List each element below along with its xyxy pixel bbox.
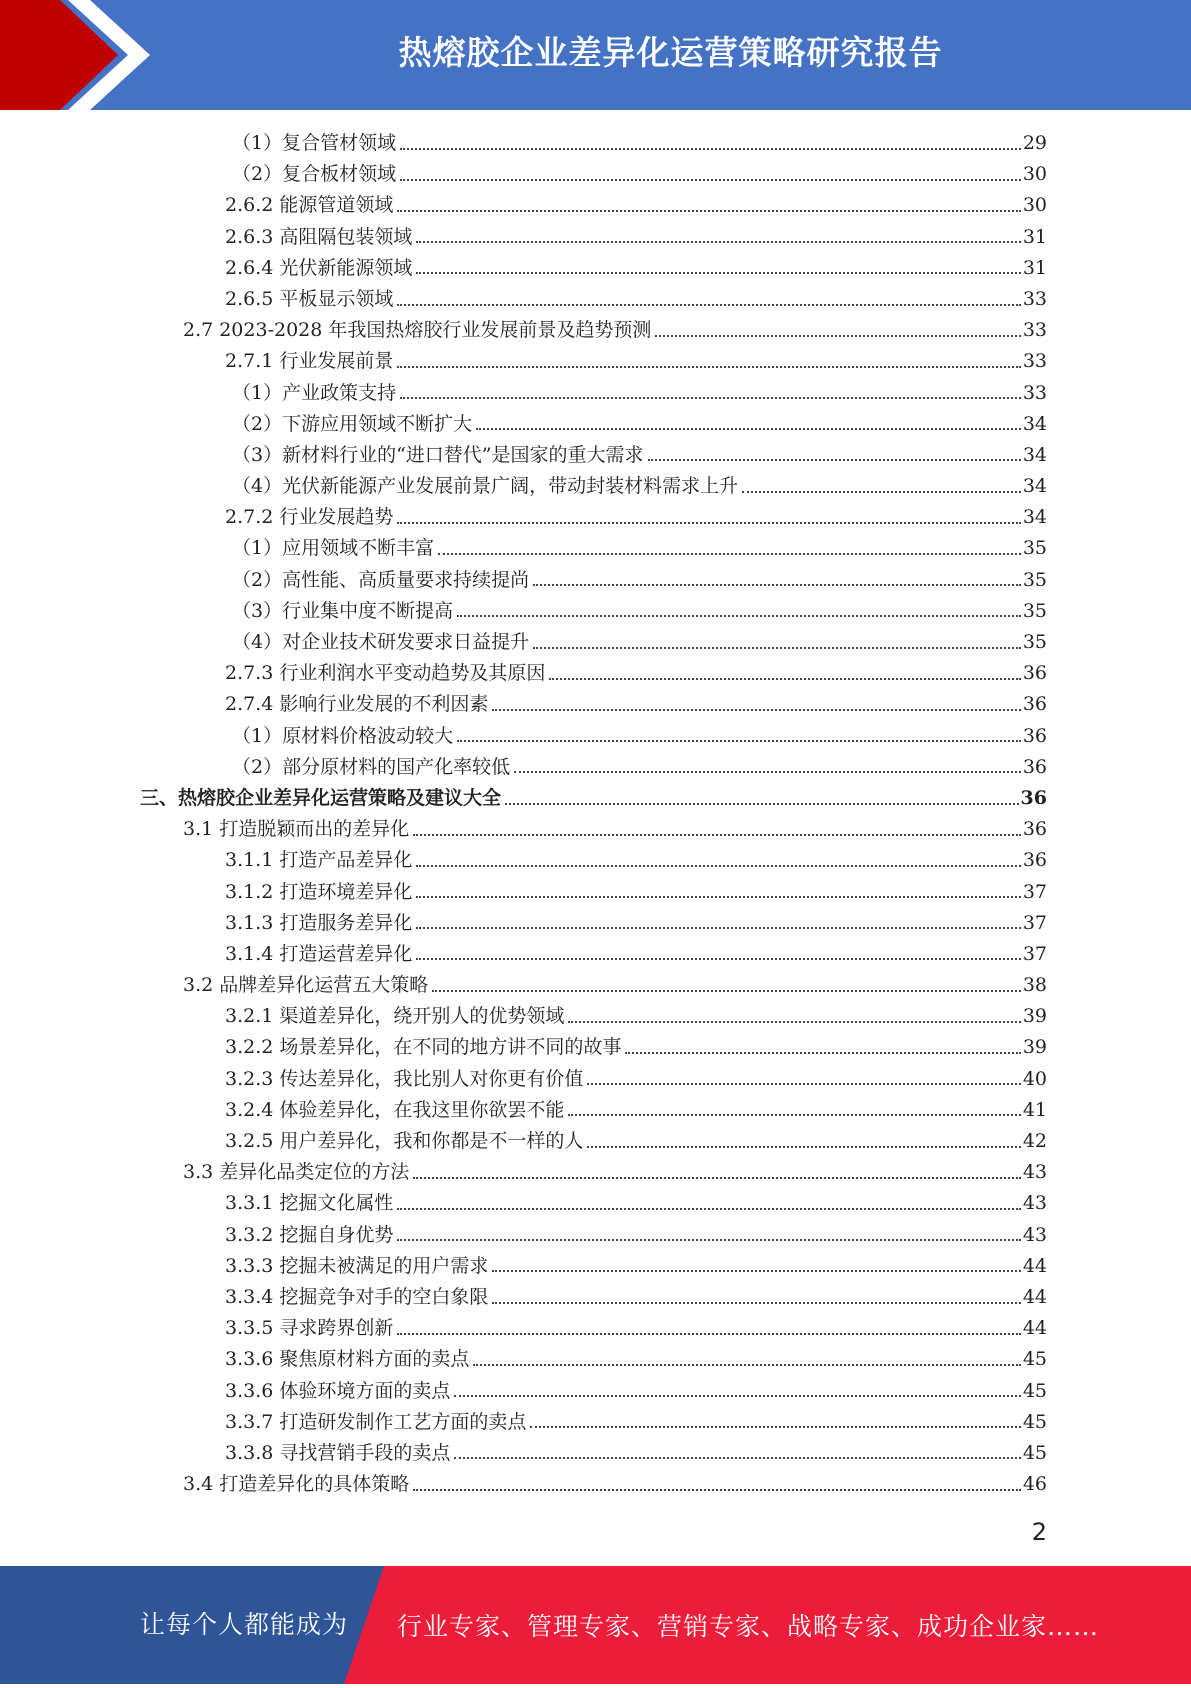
toc-entry-page: 33: [1022, 381, 1047, 404]
toc-entry-page: 37: [1022, 880, 1047, 903]
toc-entry[interactable]: [0, 1251, 1191, 1282]
toc-entry[interactable]: [0, 783, 1191, 814]
toc-entry-page: 29: [1022, 132, 1047, 154]
toc-entry-page: 30: [1022, 163, 1047, 186]
toc-entry[interactable]: [0, 378, 1191, 409]
toc-entry-page: 46: [1022, 1473, 1047, 1496]
toc-entry-title: （1）原材料价格波动较大: [232, 724, 454, 747]
toc-entry-page: 39: [1022, 1036, 1047, 1059]
toc-entry-title: 寻求跨界创新: [279, 1317, 394, 1340]
dot-leader: [568, 1114, 1020, 1116]
toc-entry-title: 挖掘文化属性: [279, 1192, 394, 1215]
toc-entry-number: 2.7.1: [225, 350, 274, 373]
dot-leader: [397, 522, 1020, 524]
toc-entry-number: 3.1.2: [225, 880, 274, 903]
dot-leader: [454, 1457, 1020, 1459]
toc-entry-title: 打造服务差异化: [279, 911, 413, 934]
toc-entry[interactable]: [0, 1313, 1191, 1344]
toc-entry-page: 36: [1022, 662, 1047, 685]
toc-entry-title: （4）对企业技术研发要求日益提升: [232, 631, 530, 653]
toc-entry-number: 2.7.3: [225, 662, 274, 685]
toc-entry[interactable]: [0, 533, 1191, 564]
toc-entry-title: 光伏新能源领域: [279, 256, 413, 279]
toc-entry[interactable]: [0, 877, 1191, 908]
toc-entry[interactable]: [0, 939, 1191, 970]
toc-entry[interactable]: [0, 1407, 1191, 1438]
toc-entry-number: 3.3.6: [225, 1348, 274, 1371]
toc-entry-title: 体验差异化，在我这里你欲罢不能: [279, 1098, 565, 1121]
toc-entry-title: 品牌差异化运营五大策略: [219, 974, 429, 997]
dot-leader: [397, 1239, 1020, 1241]
toc-entry[interactable]: [0, 471, 1191, 502]
toc-entry[interactable]: [0, 253, 1191, 284]
toc-entry-page: 43: [1022, 1192, 1047, 1215]
toc-entry[interactable]: [0, 752, 1191, 783]
toc-entry-title: 平板显示领域: [279, 287, 394, 310]
toc-entry-title: （1）产业政策支持: [232, 381, 397, 404]
toc-entry-number: 2.6.4: [225, 256, 274, 279]
report-title: 热熔胶企业差异化运营策略研究报告: [398, 33, 943, 72]
toc-entry-title: （1）复合管材领域: [232, 132, 397, 154]
toc-entry-title: （3）新材料行业的“进口替代”是国家的重大需求: [232, 443, 644, 466]
toc-entry-number: 3.3.2: [225, 1223, 274, 1246]
toc-entry[interactable]: [0, 814, 1191, 845]
toc-entry-title: 聚焦原材料方面的卖点: [279, 1348, 470, 1371]
toc-entry-title: 2023-2028 年我国热熔胶行业发展前景及趋势预测: [219, 319, 652, 342]
toc-entry-number: 3.3.1: [225, 1192, 274, 1215]
dot-leader: [625, 1052, 1020, 1054]
toc-entry-page: 44: [1022, 1285, 1047, 1308]
toc-entry-number: 2.6.2: [225, 194, 274, 217]
toc-entry-page: 36: [1022, 724, 1047, 747]
toc-entry-page: 36: [1020, 786, 1047, 809]
toc-entry[interactable]: [0, 128, 1191, 159]
footer-slogan-left: 让每个人都能成为: [140, 1610, 349, 1639]
dot-leader: [476, 428, 1021, 430]
footer-slogan-right: 行业专家、管理专家、营销专家、战略专家、成功企业家……: [397, 1612, 1100, 1641]
page-number: 2: [1031, 1518, 1047, 1546]
toc-entry-title: 打造环境差异化: [279, 880, 413, 903]
toc-entry[interactable]: [0, 1126, 1191, 1157]
toc-entry-page: 41: [1022, 1098, 1047, 1121]
toc-entry-title: （2）下游应用领域不断扩大: [232, 412, 473, 435]
page-header: [0, 0, 1191, 110]
dot-leader: [533, 647, 1021, 649]
toc-entry-number: 3.1: [183, 818, 214, 841]
toc-entry-page: 35: [1022, 599, 1047, 622]
toc-entry[interactable]: [0, 440, 1191, 471]
dot-leader: [400, 397, 1021, 399]
toc-entry-number: 2.7.4: [225, 693, 274, 716]
toc-entry-page: 39: [1022, 1005, 1047, 1028]
toc-entry-page: 31: [1022, 225, 1047, 248]
page-footer: [0, 1566, 1191, 1684]
toc-entry-page: 36: [1022, 818, 1047, 841]
toc-entry[interactable]: [0, 908, 1191, 939]
toc-entry[interactable]: [0, 222, 1191, 253]
toc-entry-title: 挖掘自身优势: [279, 1223, 394, 1246]
toc-entry[interactable]: [0, 1438, 1191, 1469]
dot-leader: [432, 990, 1021, 992]
toc-entry[interactable]: [0, 1001, 1191, 1032]
toc-entry[interactable]: [0, 970, 1191, 1001]
toc-entry-title: 行业发展趋势: [279, 506, 394, 529]
toc-entry-number: 2.7: [183, 319, 214, 342]
toc-entry-title: 挖掘竞争对手的空白象限: [279, 1285, 489, 1308]
toc-entry-number: 3.3.7: [225, 1410, 274, 1433]
toc-entry[interactable]: [0, 409, 1191, 440]
dot-leader: [413, 1489, 1021, 1491]
toc-entry-number: 2.6.5: [225, 287, 274, 310]
toc-entry-title: 场景差异化，在不同的地方讲不同的故事: [279, 1036, 622, 1059]
toc-entry-page: 31: [1022, 256, 1047, 279]
toc-entry-page: 44: [1022, 1317, 1047, 1340]
toc-entry-number: 3.3.6: [225, 1379, 274, 1402]
toc-entry-number: 3.1.1: [225, 849, 274, 872]
toc-entry-title: 高阻隔包装领域: [279, 225, 413, 248]
dot-leader: [397, 1208, 1020, 1210]
dot-leader: [587, 1083, 1020, 1085]
toc-entry-title: 差异化品类定位的方法: [219, 1161, 410, 1184]
toc-entry-number: 3.2.1: [225, 1005, 274, 1028]
toc-entry[interactable]: [0, 721, 1191, 752]
toc-entry-page: 34: [1022, 412, 1047, 435]
dot-leader: [473, 1364, 1020, 1366]
toc-entry-title: 能源管道领域: [279, 194, 394, 217]
toc-entry-title: 行业利润水平变动趋势及其原因: [279, 662, 546, 685]
toc-entry-title: 打造脱颖而出的差异化: [219, 818, 410, 841]
toc-entry-number: 3.3.8: [225, 1441, 274, 1464]
toc-entry[interactable]: [0, 1376, 1191, 1407]
dot-leader: [416, 241, 1020, 243]
dot-leader: [438, 553, 1021, 555]
chevron-logo-icon: [0, 0, 160, 110]
toc-entry[interactable]: [0, 565, 1191, 596]
dot-leader: [397, 210, 1020, 212]
toc-entry-page: 34: [1022, 506, 1047, 529]
toc-entry-title: （2）高性能、高质量要求持续提尚: [232, 568, 530, 591]
dot-leader: [416, 865, 1020, 867]
toc-entry-title: 寻找营销手段的卖点: [279, 1441, 451, 1464]
toc-entry[interactable]: [0, 1095, 1191, 1126]
toc-entry-title: 体验环境方面的卖点: [279, 1379, 451, 1402]
toc-entry-page: 45: [1022, 1379, 1047, 1402]
toc-entry-title: 传达差异化，我比别人对你更有价值: [279, 1067, 584, 1090]
toc-entry[interactable]: [0, 1282, 1191, 1313]
toc-entry-page: 30: [1022, 194, 1047, 217]
toc-entry[interactable]: [0, 596, 1191, 627]
toc-entry[interactable]: [0, 1064, 1191, 1095]
toc-entry-page: 33: [1022, 287, 1047, 310]
toc-entry-title: 打造差异化的具体策略: [219, 1473, 410, 1496]
toc-entry[interactable]: [0, 159, 1191, 190]
dot-leader: [416, 927, 1020, 929]
dot-leader: [400, 179, 1021, 181]
dot-leader: [397, 304, 1020, 306]
toc-entry-page: 36: [1022, 755, 1047, 778]
toc-entry-number: 3.2.2: [225, 1036, 274, 1059]
toc-entry-page: 40: [1022, 1067, 1047, 1090]
toc-entry[interactable]: [0, 190, 1191, 221]
toc-entry-title: 打造运营差异化: [279, 942, 413, 965]
toc-entry[interactable]: [0, 627, 1191, 658]
dot-leader: [413, 1177, 1021, 1179]
dot-leader: [457, 740, 1021, 742]
toc-entry-title: 行业发展前景: [279, 350, 394, 373]
toc-entry[interactable]: [0, 346, 1191, 377]
dot-leader: [413, 834, 1021, 836]
toc-entry[interactable]: [0, 1469, 1191, 1500]
toc-entry[interactable]: [0, 1032, 1191, 1063]
toc-entry-title: 渠道差异化，绕开别人的优势领域: [279, 1005, 565, 1028]
toc-entry-number: 3.2: [183, 974, 214, 997]
toc-entry-page: 42: [1022, 1130, 1047, 1152]
dot-leader: [397, 366, 1020, 368]
toc-entry-page: 37: [1022, 942, 1047, 965]
dot-leader: [655, 335, 1020, 337]
dot-leader: [454, 1395, 1020, 1397]
toc-entry-number: 3.3: [183, 1161, 214, 1184]
dot-leader: [397, 1333, 1020, 1335]
toc-entry[interactable]: [0, 1157, 1191, 1188]
toc-entry-title: （2）复合板材领域: [232, 163, 397, 186]
dot-leader: [587, 1146, 1020, 1148]
toc-entry-page: 45: [1022, 1441, 1047, 1464]
dot-leader: [492, 1302, 1020, 1304]
toc-entry-title: （1）应用领域不断丰富: [232, 537, 435, 560]
dot-leader: [416, 958, 1020, 960]
toc-entry[interactable]: [0, 502, 1191, 533]
toc-entry[interactable]: [0, 1220, 1191, 1251]
toc-entry[interactable]: [0, 1188, 1191, 1219]
toc-entry-page: 34: [1022, 475, 1047, 498]
toc-entry-number: 2.7.2: [225, 506, 274, 529]
toc-entry-page: 43: [1022, 1161, 1047, 1184]
dot-leader: [568, 1021, 1020, 1023]
toc-entry[interactable]: [0, 284, 1191, 315]
toc-entry-title: （3）行业集中度不断提高: [232, 599, 454, 622]
toc-entry-page: 44: [1022, 1254, 1047, 1277]
table-of-contents: [0, 128, 1191, 1500]
dot-leader: [457, 615, 1021, 617]
toc-entry[interactable]: [0, 1344, 1191, 1375]
toc-entry-page: 38: [1022, 974, 1047, 997]
dot-leader: [530, 1426, 1020, 1428]
toc-entry-number: 3.4: [183, 1473, 214, 1496]
toc-entry-number: 3.3.5: [225, 1317, 274, 1340]
dot-leader: [742, 491, 1021, 493]
dot-leader: [549, 678, 1020, 680]
toc-entry-title: （4）光伏新能源产业发展前景广阔，带动封装材料需求上升: [232, 475, 739, 498]
toc-entry-page: 45: [1022, 1410, 1047, 1433]
dot-leader: [505, 803, 1019, 805]
toc-entry-number: 2.6.3: [225, 225, 274, 248]
toc-entry-title: 挖掘未被满足的用户需求: [279, 1254, 489, 1277]
toc-entry-title: 影响行业发展的不利因素: [279, 693, 489, 716]
dot-leader: [514, 771, 1021, 773]
toc-entry-page: 43: [1022, 1223, 1047, 1246]
toc-entry-title: 用户差异化，我和你都是不一样的人: [279, 1130, 584, 1152]
toc-entry[interactable]: [0, 658, 1191, 689]
toc-entry-number: 3.2.5: [225, 1130, 274, 1152]
toc-entry-number: 3.2.3: [225, 1067, 274, 1090]
toc-entry-number: 3.3.3: [225, 1254, 274, 1277]
toc-entry-number: 3.3.4: [225, 1285, 274, 1308]
dot-leader: [492, 1270, 1020, 1272]
toc-entry-page: 35: [1022, 537, 1047, 560]
dot-leader: [492, 709, 1020, 711]
toc-entry-title: 打造产品差异化: [279, 849, 413, 872]
toc-entry-number: 3.2.4: [225, 1098, 274, 1121]
toc-entry[interactable]: [0, 845, 1191, 876]
toc-entry-number: 3.1.4: [225, 942, 274, 965]
toc-entry-page: 34: [1022, 443, 1047, 466]
toc-entry-page: 37: [1022, 911, 1047, 934]
dot-leader: [416, 896, 1020, 898]
toc-entry-title: 打造研发制作工艺方面的卖点: [279, 1410, 527, 1433]
toc-entry-page: 33: [1022, 319, 1047, 342]
toc-entry-title: 三、热熔胶企业差异化运营策略及建议大全: [140, 786, 502, 809]
toc-entry[interactable]: [0, 689, 1191, 720]
toc-entry-page: 33: [1022, 350, 1047, 373]
dot-leader: [533, 584, 1021, 586]
dot-leader: [416, 272, 1020, 274]
toc-entry-number: 3.1.3: [225, 911, 274, 934]
toc-entry-page: 36: [1022, 693, 1047, 716]
toc-entry-page: 35: [1022, 568, 1047, 591]
toc-entry-title: （2）部分原材料的国产化率较低: [232, 755, 511, 778]
dot-leader: [400, 148, 1021, 150]
dot-leader: [648, 459, 1021, 461]
toc-entry-page: 35: [1022, 631, 1047, 653]
toc-entry-page: 36: [1022, 849, 1047, 872]
toc-entry-page: 45: [1022, 1348, 1047, 1371]
toc-entry[interactable]: [0, 315, 1191, 346]
